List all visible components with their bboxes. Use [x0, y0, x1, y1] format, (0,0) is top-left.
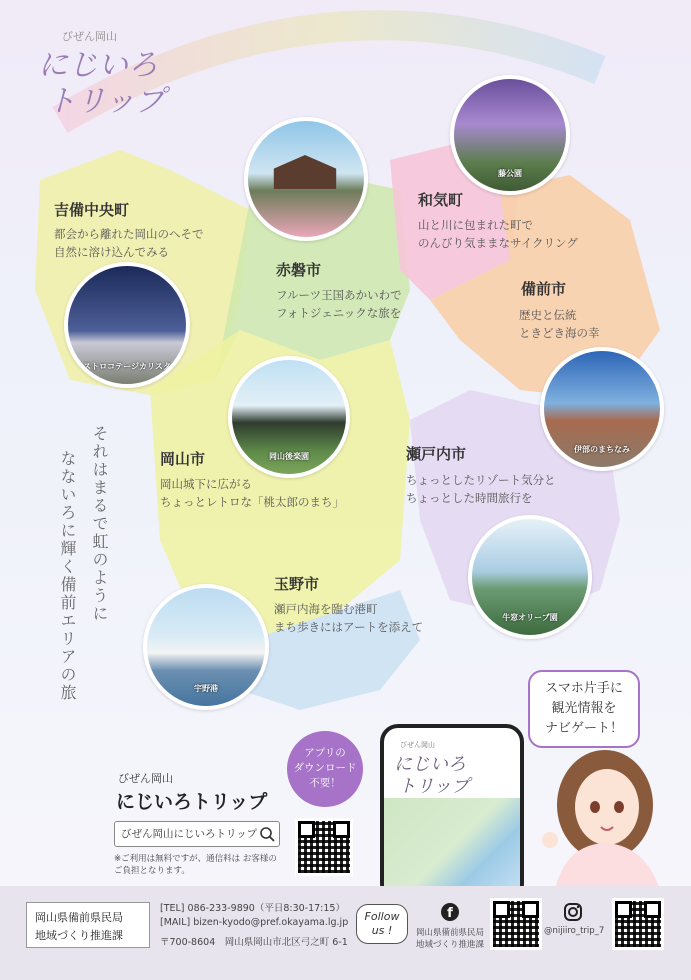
app-subtitle: びぜん岡山 — [118, 772, 173, 785]
search-icon — [259, 826, 275, 842]
app-title: にじいろトリップ — [116, 791, 268, 813]
region-title-bizen: 備前市 — [521, 280, 567, 298]
region-title-setouchi: 瀬戸内市 — [406, 445, 467, 463]
app-badge: アプリの ダウンロード 不要！ — [287, 731, 363, 807]
girl-illustration — [525, 745, 685, 890]
contact-tel: [TEL] 086-233-9890（平日8:30-17:15） — [160, 903, 345, 914]
smartphone-mockup — [380, 724, 524, 902]
instagram-handle[interactable]: @nijiiro_trip_7 — [544, 926, 605, 936]
org-line1: 岡山県備前県民局 — [35, 911, 123, 924]
search-text: びぜん岡山にじいろトリップ — [121, 828, 258, 840]
phone-kana: びぜん岡山 — [400, 741, 435, 749]
logo-line2: トリップ — [46, 84, 165, 119]
caption-castle: 岡山後楽園 — [269, 452, 309, 461]
follow-bubble: Follow us ! — [356, 904, 408, 944]
contact-address: 〒700-8604 岡山県岡山市北区弓之町 6-1 — [160, 937, 348, 948]
region-desc-bizen: 歴史と伝統 ときどき海の幸 — [519, 308, 600, 340]
region-title-akaiwa: 赤磐市 — [276, 261, 322, 279]
org-line2: 地域づくり推進課 — [35, 929, 123, 942]
facebook-label: 岡山県備前県民局 地域づくり推進課 — [416, 928, 485, 950]
tagline-line2: なないろに輝く備前エリアの旅 — [58, 450, 77, 702]
region-desc-setouchi: ちょっとしたリゾート気分と ちょっとした時間旅行を — [406, 473, 556, 505]
facebook-qr-code[interactable] — [490, 898, 542, 950]
photo-wisteria — [450, 75, 570, 195]
photo-kibichuo — [64, 262, 190, 388]
region-desc-tamano: 瀬戸内海を臨む港町 まち歩きにはアートを添えて — [274, 602, 424, 634]
speech-bubble: スマホ片手に 観光情報を ナビゲート！ — [528, 670, 640, 748]
phone-logo2: トリップ — [398, 776, 470, 797]
instagram-qr-code[interactable] — [612, 898, 664, 950]
search-box[interactable] — [114, 821, 280, 847]
region-title-kibichuo: 吉備中央町 — [54, 201, 130, 219]
footer — [0, 886, 691, 980]
facebook-icon[interactable] — [440, 902, 460, 922]
app-qr-code[interactable] — [295, 818, 353, 876]
logo-kana: びぜん岡山 — [62, 30, 117, 43]
photo-setouchi — [468, 515, 592, 639]
caption-olive: 牛窓オリーブ園 — [502, 613, 558, 622]
svg-text:f: f — [447, 906, 453, 921]
caption-bizen: 伊部のまちなみ — [574, 445, 630, 454]
photo-akaiwa — [244, 117, 368, 241]
region-desc-kibichuo: 都会から離れた岡山のへそで 自然に溶け込んでみる — [54, 227, 204, 259]
instagram-icon[interactable] — [563, 902, 583, 922]
region-desc-wake: 山と川に包まれた町で のんびり気ままなサイクリング — [418, 218, 578, 250]
region-title-okayama: 岡山市 — [160, 450, 206, 468]
caption-kibi: ストロコテージカリスタ — [83, 362, 171, 371]
org-box — [26, 902, 150, 948]
usage-note: ※ご利用は無料ですが、通信料は お客様の ご負担となります。 — [114, 854, 277, 876]
contact-mail[interactable]: [MAIL] bizen-kyodo@pref.okayama.lg.jp — [160, 917, 349, 928]
phone-map — [384, 798, 520, 898]
region-desc-okayama: 岡山城下に広がる ちょっとレトロな「桃太郎のまち」 — [160, 477, 344, 509]
logo-line1: にじいろ — [38, 48, 158, 83]
region-desc-akaiwa: フルーツ王国あかいわで フォトジェニックな旅を — [276, 288, 402, 320]
region-title-wake: 和気町 — [418, 191, 464, 209]
caption-wisteria: 藤公園 — [498, 169, 522, 178]
photo-okayama — [228, 356, 350, 478]
caption-uno: 宇野港 — [194, 684, 218, 693]
photo-bizen — [540, 347, 664, 471]
photo-tamano — [143, 584, 269, 710]
region-title-tamano: 玉野市 — [274, 575, 320, 593]
phone-logo1: にじいろ — [394, 754, 466, 775]
tagline-line1: それはまるで虹のように — [90, 425, 109, 623]
